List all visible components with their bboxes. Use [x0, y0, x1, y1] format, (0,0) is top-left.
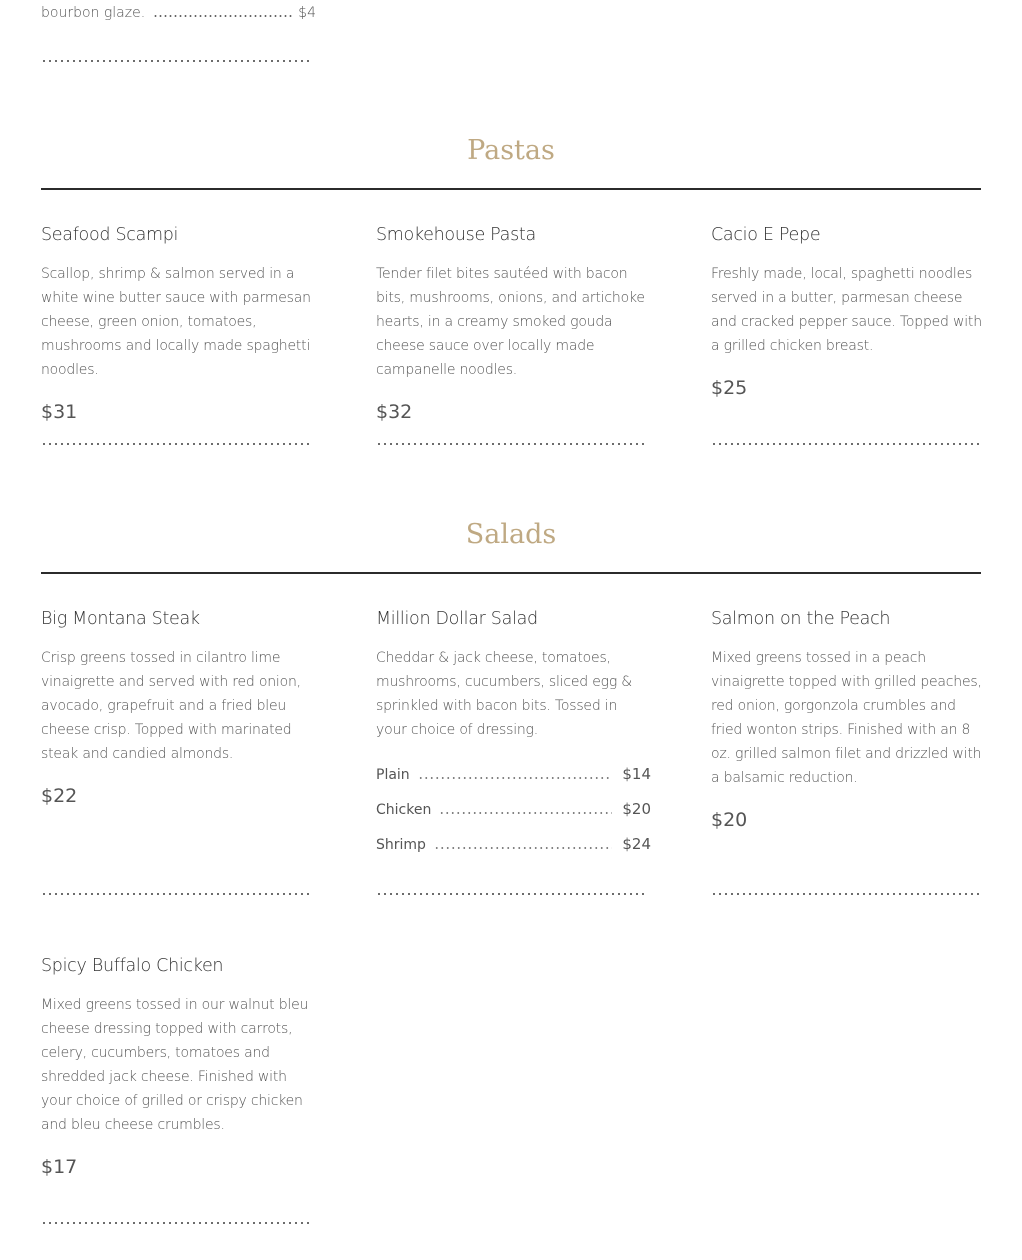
price-options	[376, 765, 651, 870]
item-name: Seafood Scampi	[41, 225, 179, 245]
item-separator	[41, 893, 311, 895]
item-name: Smokehouse Pasta	[376, 225, 536, 245]
item-description: Cheddar & jack cheese, tomatoes, mushrooms, cucumbers, sliced egg & sprinkled with bacon bits. Tossed in your choice of dressing.	[376, 650, 633, 738]
item-description: Scallop, shrimp & salmon served in a white wine butter sauce with parmesan cheese, green onion, tomatoes, mushrooms and locally made spaghetti noodles.	[41, 266, 311, 378]
item-separator	[711, 893, 981, 895]
item-price: $22	[41, 785, 78, 807]
option-price: $20	[622, 800, 651, 818]
menu-item-big-montana-steak	[41, 609, 316, 807]
top-item-line	[41, 5, 316, 21]
item-separator	[376, 893, 646, 895]
price-option	[376, 835, 651, 870]
section-rule-salads	[41, 572, 981, 574]
leader-dots	[418, 777, 613, 779]
price-option	[376, 800, 651, 835]
item-description: Freshly made, local, spaghetti noodles served in a butter, parmesan cheese and cracked pepper sauce. Topped with a grilled chicken breast.	[711, 266, 982, 354]
section-rule-pastas	[41, 188, 981, 190]
item-separator	[41, 443, 311, 445]
item-separator	[41, 1222, 311, 1224]
item-description: Mixed greens tossed in a peach vinaigrette topped with grilled peaches, red onion, gorgonzola crumbles and fried wonton strips. Finished with an 8 oz. grilled salmon filet and drizzled with a balsamic reduction.	[711, 650, 982, 786]
item-separator	[376, 443, 646, 445]
top-item-desc-tail: bourbon glaze.	[41, 5, 146, 21]
item-separator	[711, 443, 981, 445]
option-price: $24	[622, 835, 651, 853]
item-description: Crisp greens tossed in cilantro lime vinaigrette and served with red onion, avocado, grapefruit and a fried bleu cheese crisp. Topped with marinated steak and candied almonds.	[41, 650, 301, 762]
item-price: $17	[41, 1156, 78, 1178]
menu-item-cacio-e-pepe	[711, 225, 986, 399]
item-name: Spicy Buffalo Chicken	[41, 956, 224, 976]
leader-dots	[434, 847, 612, 849]
item-price: $25	[711, 377, 748, 399]
item-description: Mixed greens tossed in our walnut bleu cheese dressing topped with carrots, celery, cucumbers, tomatoes and shredded jack cheese. Finished with your choice of grilled or crispy chicken and bleu cheese crumbles.	[41, 997, 309, 1133]
item-price: $32	[376, 401, 413, 423]
item-price: $20	[711, 809, 748, 831]
item-name: Salmon on the Peach	[711, 609, 891, 629]
option-label: Plain	[376, 767, 410, 783]
price-option	[376, 765, 651, 800]
menu-item-seafood-scampi	[41, 225, 316, 423]
option-label: Shrimp	[376, 837, 426, 853]
leader-dots	[439, 812, 612, 814]
menu-item-smokehouse-pasta	[376, 225, 651, 423]
section-title-salads: Salads	[465, 519, 557, 550]
option-label: Chicken	[376, 802, 432, 818]
item-name: Million Dollar Salad	[376, 609, 538, 629]
top-item-price: $4	[298, 5, 316, 21]
leader-dots	[153, 15, 294, 17]
item-name: Big Montana Steak	[41, 609, 200, 629]
menu-item-spicy-buffalo-chicken	[41, 956, 316, 1178]
item-name: Cacio E Pepe	[711, 225, 821, 245]
item-separator	[41, 60, 311, 62]
menu-item-salmon-on-the-peach	[711, 609, 986, 831]
menu-item-million-dollar-salad	[376, 609, 651, 870]
item-description: Tender filet bites sautéed with bacon bits, mushrooms, onions, and artichoke hearts, in a creamy smoked gouda cheese sauce over locally made campanelle noodles.	[376, 266, 645, 378]
option-price: $14	[622, 765, 651, 783]
section-title-pastas: Pastas	[467, 135, 555, 166]
item-price: $31	[41, 401, 78, 423]
